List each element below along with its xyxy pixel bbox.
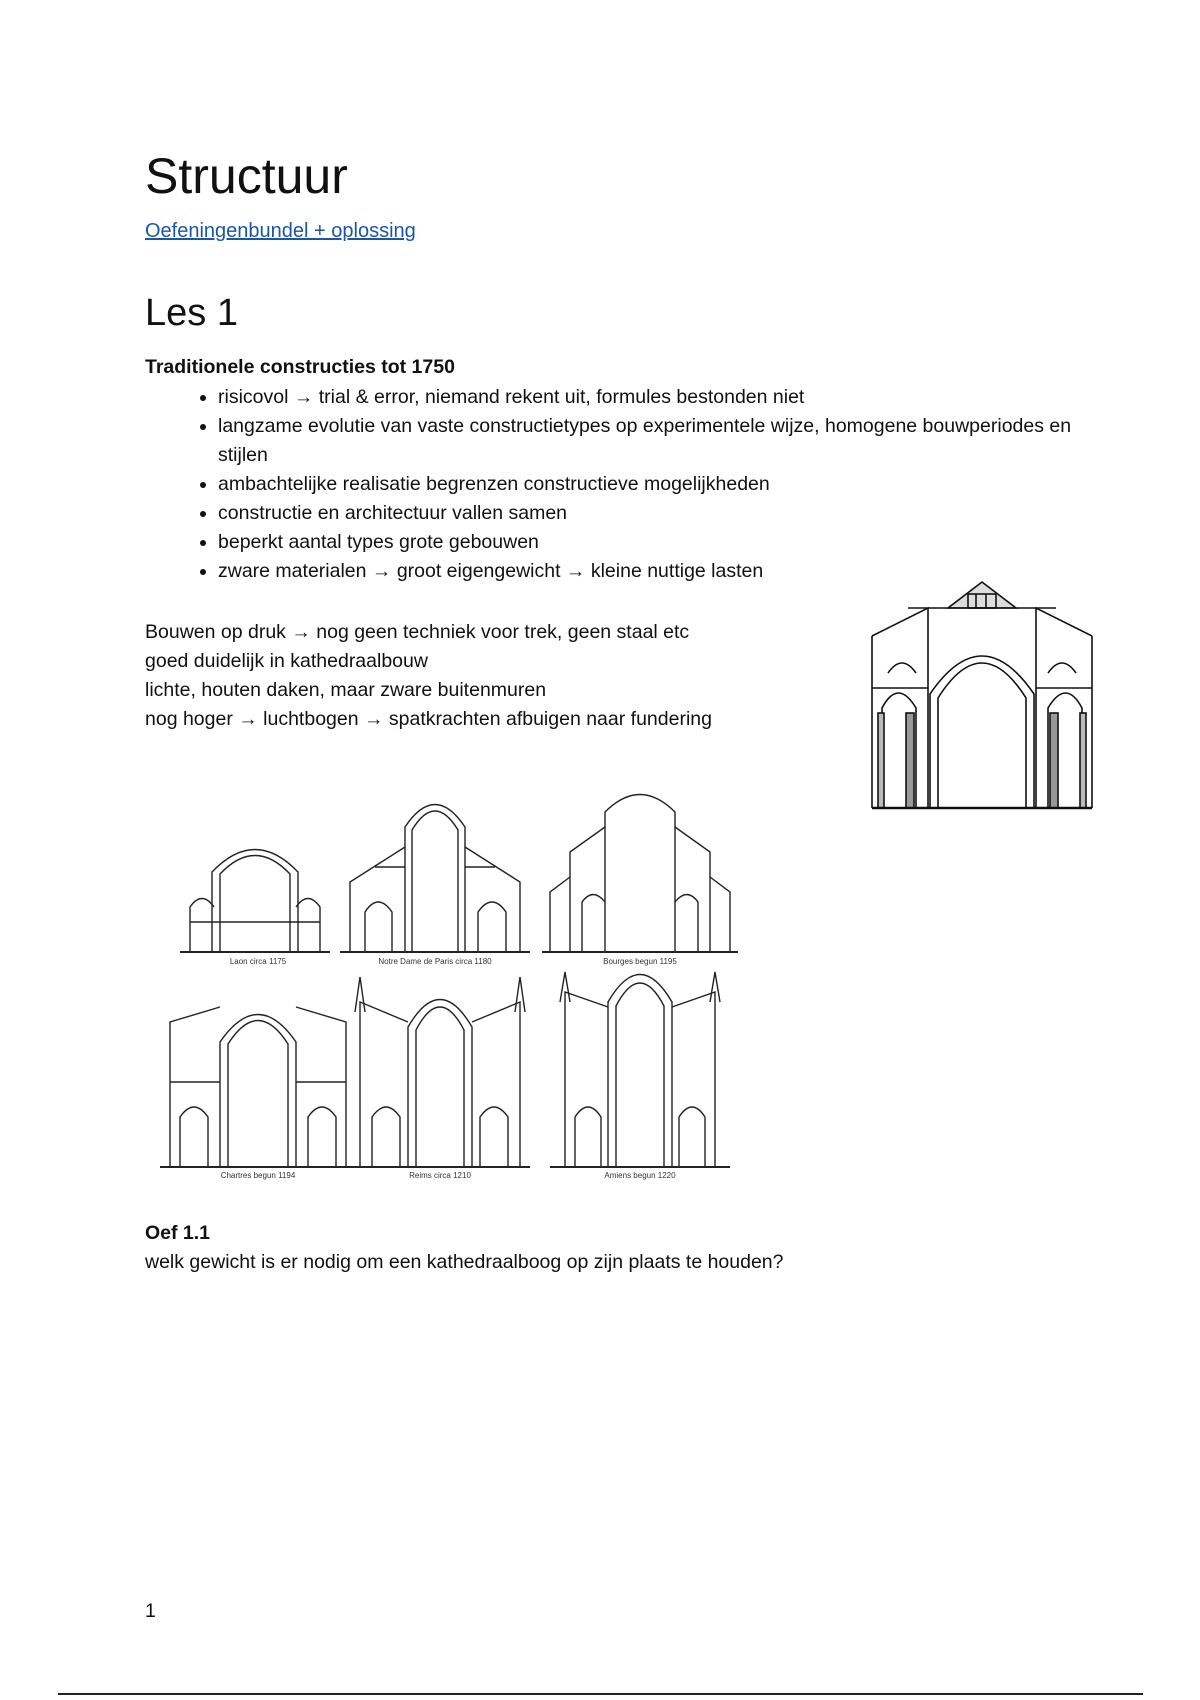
chartres-section-drawing xyxy=(160,1007,356,1167)
cathedral-sections-figure xyxy=(150,772,790,1182)
list-item: • risicovol → trial & error, niemand rekent uit, formules bestonden niet xyxy=(218,383,1118,412)
exercise-bundle-link[interactable]: Oefeningenbundel + oplossing xyxy=(145,220,416,242)
basilica-section-drawing xyxy=(868,578,1096,810)
figure-caption: Laon circa 1175 xyxy=(229,957,287,966)
figure-caption: Chartres begun 1194 xyxy=(220,1171,296,1180)
paragraph xyxy=(145,618,845,734)
exercise-title: Oef 1.1 xyxy=(145,1222,211,1244)
section-heading: Traditionele constructies tot 1750 xyxy=(145,356,455,378)
exercise-question: welk gewicht is er nodig om een kathedraalboog op zijn plaats te houden? xyxy=(145,1251,784,1273)
page-bottom-rule xyxy=(58,1693,1143,1695)
paragraph-line: nog hoger → luchtbogen → spatkrachten afbuigen naar fundering xyxy=(145,708,712,730)
paragraph-line: goed duidelijk in kathedraalbouw xyxy=(145,650,428,672)
reims-section-drawing xyxy=(350,977,530,1167)
figure-caption: Notre Dame de Paris circa 1180 xyxy=(378,957,492,966)
figure-caption: Bourges begun 1195 xyxy=(603,957,677,966)
figure-caption: Amiens begun 1220 xyxy=(604,1171,676,1180)
amiens-section-drawing xyxy=(550,972,730,1167)
list-item: • zware materialen → groot eigengewicht → kleine nuttige lasten xyxy=(218,557,1118,586)
list-item: • langzame evolutie van vaste constructietypes op experimentele wijze, homogene bouwperiodes en stijlen xyxy=(218,412,1118,470)
paragraph-line: Bouwen op druk → nog geen techniek voor trek, geen staal etc xyxy=(145,621,690,643)
laon-section-drawing xyxy=(180,850,330,953)
bullet-list xyxy=(145,383,1118,586)
list-item: • constructie en architectuur vallen samen xyxy=(218,499,1118,528)
page-title: Structuur xyxy=(145,148,348,204)
lesson-heading: Les 1 xyxy=(145,292,238,334)
bourges-section-drawing xyxy=(542,795,738,953)
paragraph-line: lichte, houten daken, maar zware buitenmuren xyxy=(145,679,547,701)
list-item: • ambachtelijke realisatie begrenzen constructieve mogelijkheden xyxy=(218,470,1118,499)
list-item: • beperkt aantal types grote gebouwen xyxy=(218,528,1118,557)
figure-caption: Reims circa 1210 xyxy=(409,1171,471,1180)
page-number: 1 xyxy=(145,1600,156,1622)
notre-dame-section-drawing xyxy=(340,805,530,953)
